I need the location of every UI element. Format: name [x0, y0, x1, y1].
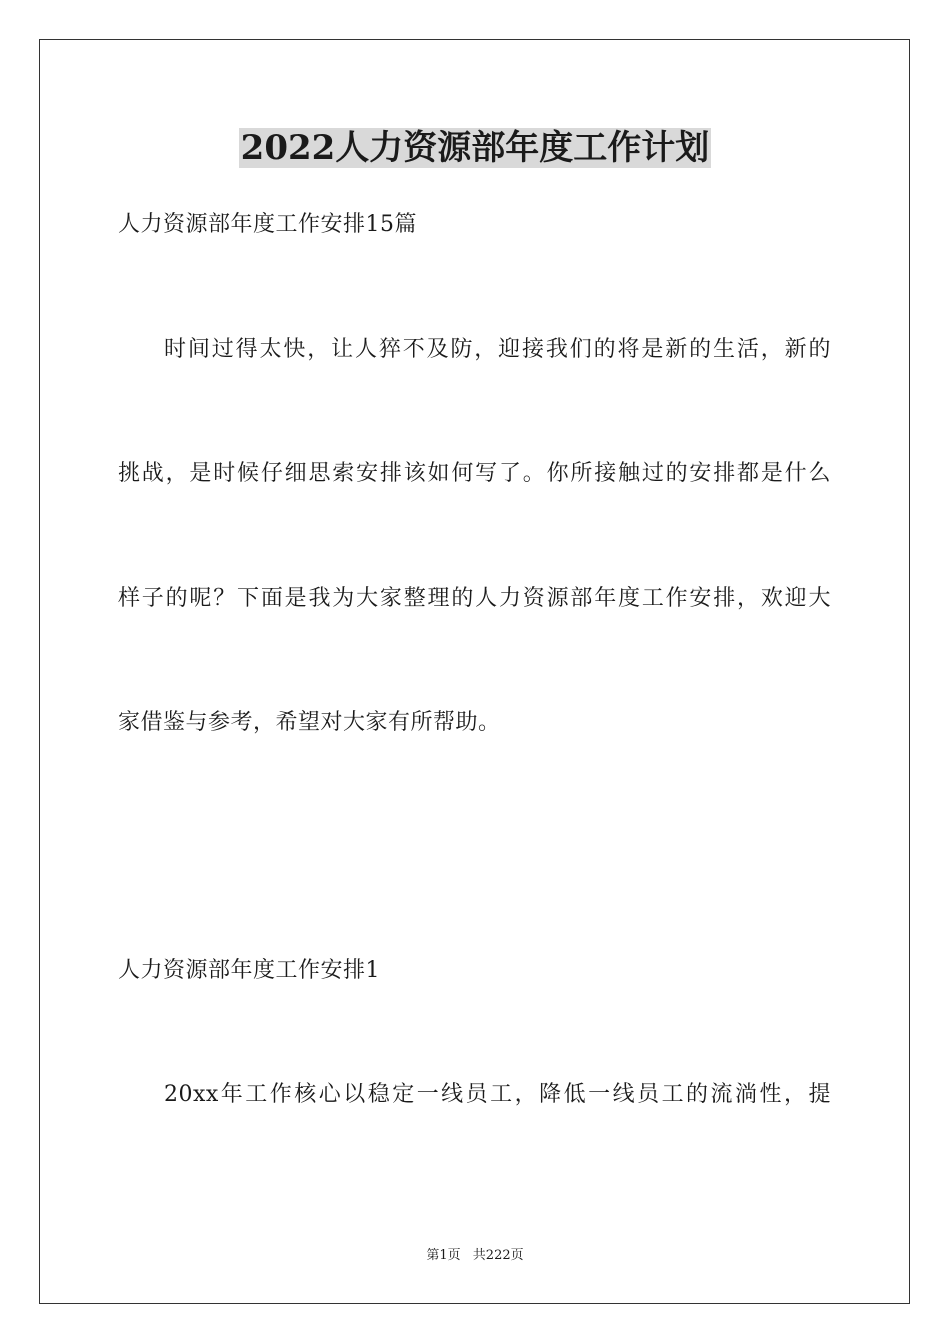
page-footer: [0, 1247, 950, 1265]
section-heading: 人力资源部年度工作安排1: [118, 958, 380, 983]
intro-line-3: 样子的呢？下面是我为大家整理的人力资源部年度工作安排，欢迎大: [118, 586, 831, 611]
document-title-text: 2022人力资源部年度工作计划: [240, 128, 710, 168]
intro-line-2: 挑战，是时候仔细思索安排该如何写了。你所接触过的安排都是什么: [118, 461, 831, 486]
document-title: [0, 124, 950, 172]
document-subtitle: 人力资源部年度工作安排15篇: [118, 212, 417, 237]
intro-line-4: 家借鉴与参考，希望对大家有所帮助。: [118, 710, 501, 735]
section-line-1: 20xx年工作核心以稳定一线员工，降低一线员工的流淌性，提: [164, 1082, 831, 1107]
page-total: 共222页: [472, 1248, 524, 1263]
intro-line-1: 时间过得太快，让人猝不及防，迎接我们的将是新的生活，新的: [164, 337, 831, 362]
page-number: 第1页: [426, 1248, 461, 1263]
